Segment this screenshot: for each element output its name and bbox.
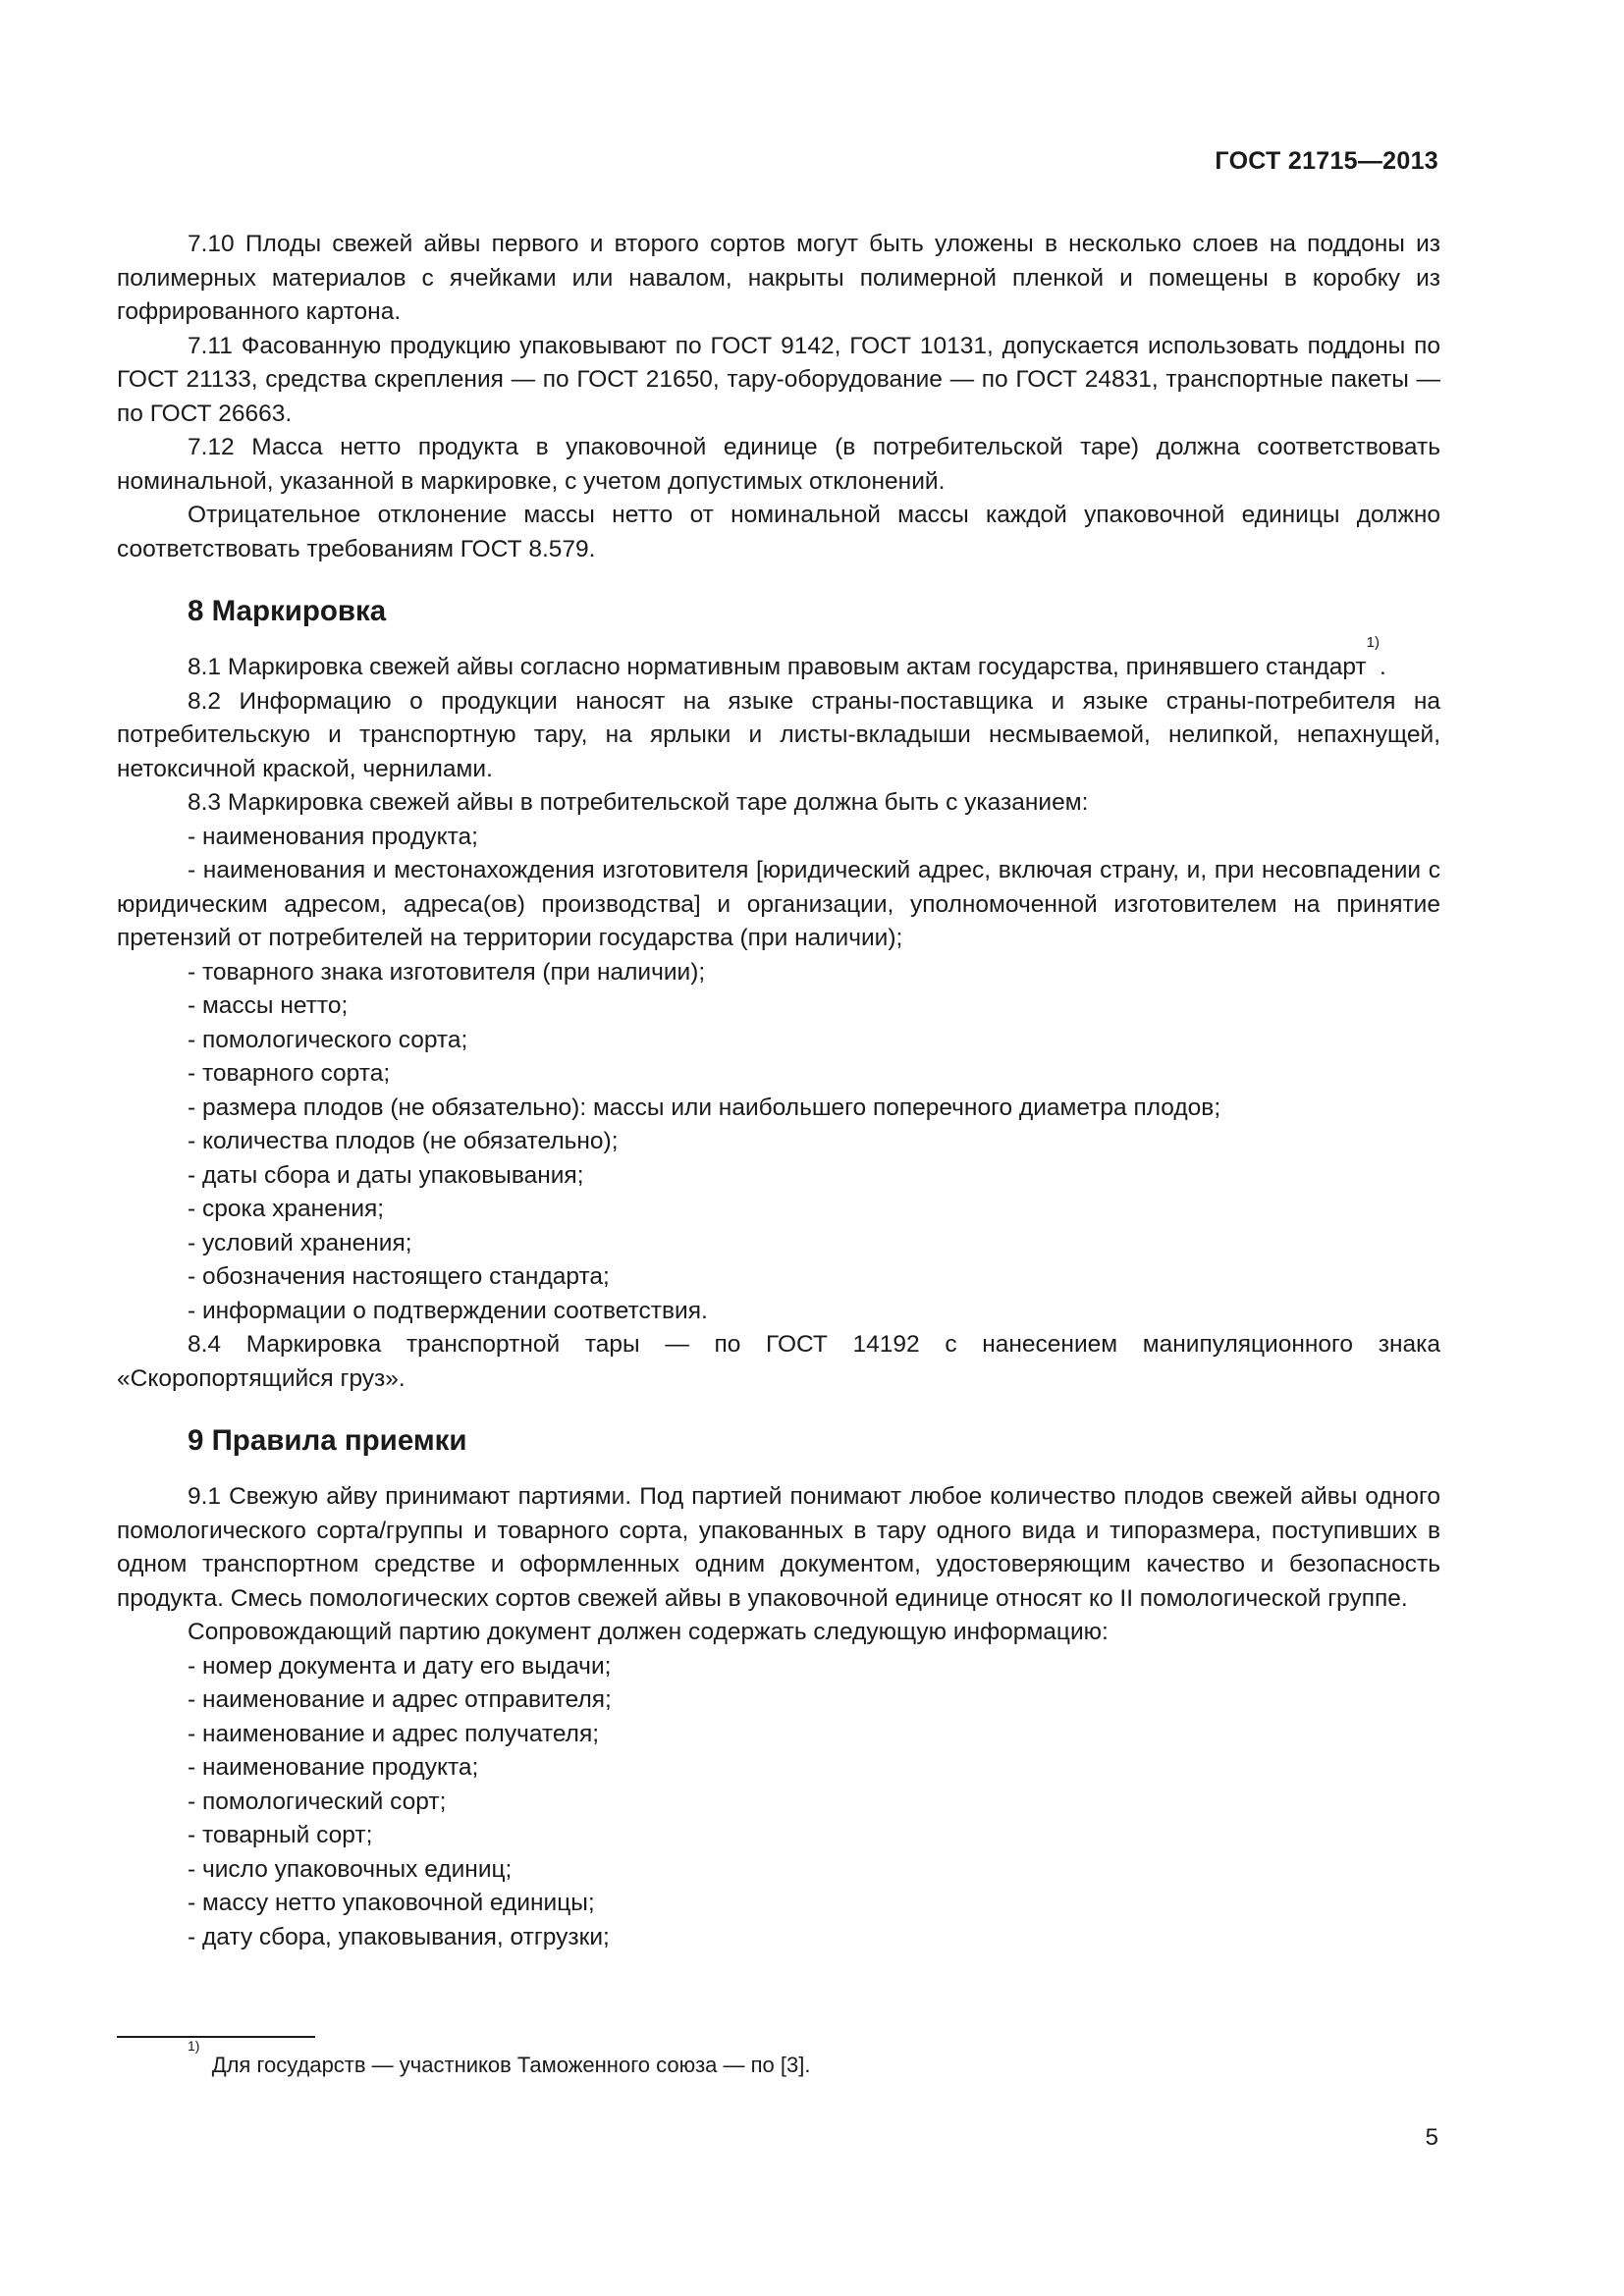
paragraph-7-10: 7.10 Плоды свежей айвы первого и второго сортов могут быть уложены в несколько слоев на поддоны из полимерных материалов с ячейками или навалом, накрыты полимерной пленкой и помещены в коробку из гофрированного картона. (117, 231, 1440, 325)
paragraph-accompanying-document: Сопровождающий партию документ должен содержать следующую информацию: (188, 1619, 1109, 1645)
list-item: - товарный сорт; (188, 1822, 373, 1848)
footnote-divider (117, 2036, 315, 2038)
marking-list (117, 821, 1440, 1329)
list-item: - дату сбора, упаковывания, отгрузки; (188, 1923, 610, 1950)
list-item: - наименование и адрес получателя; (188, 1720, 600, 1747)
list-item: - срока хранения; (188, 1196, 385, 1222)
list-item: - номер документа и дату его выдачи; (188, 1652, 612, 1680)
paragraph-9-1: 9.1 Свежую айву принимают партиями. Под партией понимают любое количество плодов свежей айвы одного помологического сорта/группы и товарного сорта, упакованных в тару одного вида и типоразмера, поступивших в одном транспортном средстве и оформленных одним документом, удостоверяющим качество и безопасность продукта. Смесь помологических сортов свежей айвы в упаковочной единице относят ко II помологической группе. (117, 1483, 1440, 1612)
list-item: - наименования и местонахождения изготовителя [юридический адрес, включая страну, и, при несовпадении с юридическим адресом, адреса(ов) производства] и организации, уполномоченной изготовителем на принятие претензий от потребителей на территории государства (при наличии); (117, 857, 1440, 951)
list-item: - наименование и адрес отправителя; (188, 1686, 612, 1713)
paragraph-8-1-text: 8.1 Маркировка свежей айвы согласно нормативным правовым актам государства, принявшего стандарт (188, 654, 1367, 680)
section-8-heading: 8 Маркировка (188, 595, 387, 627)
list-item: - массу нетто упаковочной единицы; (188, 1890, 595, 1916)
list-item: - даты сбора и даты упаковывания; (188, 1161, 584, 1189)
list-item: - помологический сорт; (188, 1788, 447, 1815)
paragraph-8-1 (117, 634, 1440, 685)
document-code-header: ГОСТ 21715—2013 (1215, 147, 1438, 175)
footnote (188, 2038, 811, 2079)
page-body (117, 228, 1440, 1954)
paragraph-8-4: 8.4 Маркировка транспортной тары — по ГОСТ 14192 с нанесением манипуляционного знака «Скоропортящийся груз». (117, 1331, 1440, 1392)
page-number: 5 (1425, 2124, 1438, 2151)
paragraph-7-12: 7.12 Масса нетто продукта в упаковочной единице (в потребительской таре) должна соответствовать номинальной, указанной в маркировке, с учетом допустимых отклонений. (117, 434, 1440, 495)
list-item: - размера плодов (не обязательно): массы или наибольшего поперечного диаметра плодов; (188, 1094, 1221, 1121)
list-item: - помологического сорта; (188, 1026, 468, 1053)
list-item: - количества плодов (не обязательно); (188, 1128, 619, 1154)
list-item: - число упаковочных единиц; (188, 1855, 513, 1883)
footnote-mark: 1) (188, 2038, 200, 2054)
list-item: - массы нетто; (188, 992, 349, 1019)
footnote-reference[interactable]: 1) (1366, 634, 1380, 651)
paragraph-8-1-end: . (1380, 654, 1386, 680)
footnote-text: Для государств — участников Таможенного союза — по [3]. (211, 2053, 811, 2077)
list-item: - информации о подтверждении соответствия. (188, 1297, 708, 1324)
list-item: - товарного сорта; (188, 1060, 391, 1087)
paragraph-7-11: 7.11 Фасованную продукцию упаковывают по ГОСТ 9142, ГОСТ 10131, допускается использовать поддоны по ГОСТ 21133, средства скрепления — по ГОСТ 21650, тару-оборудование — по ГОСТ 24831, транспортные пакеты — по ГОСТ 26663. (117, 332, 1440, 427)
paragraph-8-3: 8.3 Маркировка свежей айвы в потребительской таре должна быть с указанием: (188, 789, 1089, 816)
list-item: - условий хранения; (188, 1229, 412, 1256)
section-9-heading: 9 Правила приемки (188, 1424, 467, 1457)
paragraph-7-12-deviation: Отрицательное отклонение массы нетто от номинальной массы каждой упаковочной единицы должно соответствовать требованиям ГОСТ 8.579. (117, 502, 1440, 562)
list-item: - наименование продукта; (188, 1754, 479, 1781)
paragraph-8-2: 8.2 Информацию о продукции наносят на языке страны-поставщика и языке страны-потребителя на потребительскую и транспортную тару, на ярлыки и листы-вкладыши несмываемой, нелипкой, непахнущей, нетоксичной краской, чернилами. (117, 687, 1440, 782)
list-item: - наименования продукта; (188, 823, 478, 850)
document-info-list (117, 1650, 1440, 1955)
list-item: - товарного знака изготовителя (при наличии); (188, 958, 706, 986)
list-item: - обозначения настоящего стандарта; (188, 1263, 610, 1290)
